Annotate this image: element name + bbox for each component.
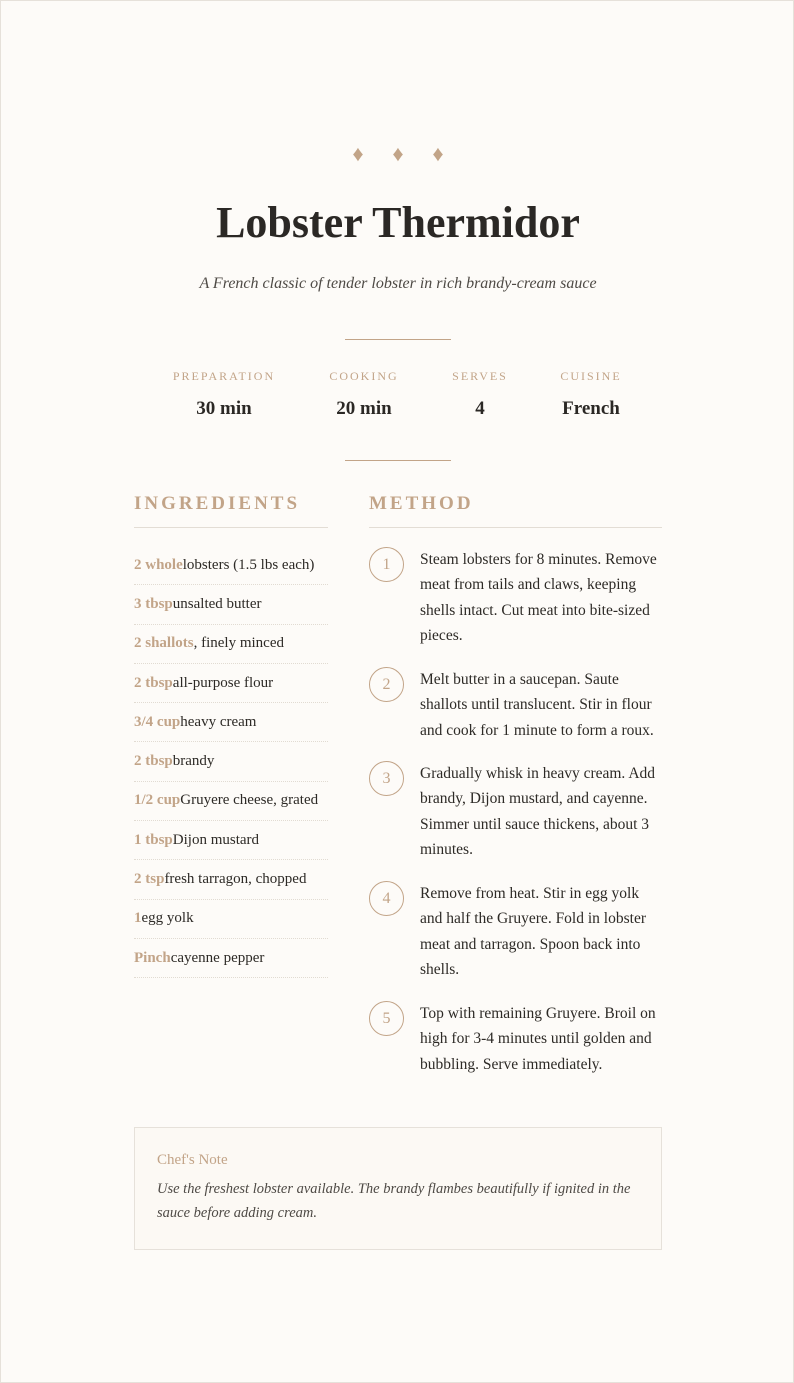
- meta-label: CUISINE: [560, 369, 622, 383]
- ingredients-heading: INGREDIENTS: [134, 493, 301, 514]
- ingredient-item: [134, 625, 328, 664]
- diamond-icon: ♦: [432, 141, 444, 166]
- ingredient-item: [134, 782, 328, 821]
- step-text: Steam lobsters for 8 minutes. Remove meat from tails and claws, keeping shells intact. Cut meat into bite-sized pieces.: [420, 551, 657, 644]
- ingredient-quantity: 3/4 cup: [134, 713, 181, 730]
- ingredient-list: [134, 546, 328, 978]
- note-title: Chef's Note: [157, 1152, 228, 1168]
- ingredient-quantity: 1: [134, 910, 142, 927]
- step-number: 5: [369, 1001, 404, 1036]
- divider: [345, 339, 451, 340]
- ingredient-item: [134, 703, 328, 742]
- ingredient-quantity: 2 tsp: [134, 871, 165, 888]
- step-text: Melt butter in a saucepan. Saute shallots until translucent. Stir in flour and cook for 1 minute to form a roux.: [420, 671, 654, 739]
- meta-preparation: [164, 369, 284, 420]
- recipe-subtitle: A French classic of tender lobster in rich brandy-cream sauce: [199, 275, 597, 292]
- meta-value: French: [562, 398, 620, 419]
- step-number: 1: [369, 547, 404, 582]
- ingredient-item: [134, 585, 328, 624]
- meta-serves: [435, 369, 525, 420]
- ingredient-quantity: 3 tbsp: [134, 595, 173, 612]
- step-text: Remove from heat. Stir in egg yolk and half the Gruyere. Fold in lobster meat and tarragon. Spoon back into shells.: [420, 885, 646, 978]
- meta-value: 20 min: [336, 398, 392, 419]
- ingredient-name: fresh tarragon, chopped: [164, 871, 307, 888]
- note-text: Use the freshest lobster available. The brandy flambes beautifully if ignited in the sauce before adding cream.: [157, 1181, 631, 1221]
- chefs-note: [134, 1127, 662, 1250]
- ingredient-quantity: 1 tbsp: [134, 831, 173, 848]
- ingredient-name: all-purpose flour: [172, 674, 274, 691]
- ingredient-name: Gruyere cheese, grated: [180, 792, 319, 809]
- step-number: 3: [369, 761, 404, 796]
- step-number: 4: [369, 881, 404, 916]
- meta-value: 30 min: [196, 398, 252, 419]
- meta-label: COOKING: [329, 369, 399, 383]
- recipe-title: Lobster Thermidor: [216, 198, 580, 247]
- ingredient-name: brandy: [172, 753, 215, 770]
- meta-cooking: [314, 369, 414, 420]
- ingredient-name: cayenne pepper: [170, 949, 265, 966]
- ingredient-quantity: 2 whole: [134, 556, 183, 573]
- ingredient-item: [134, 664, 328, 703]
- method-heading: METHOD: [369, 493, 474, 514]
- ingredient-quantity: 2 tbsp: [134, 674, 173, 691]
- ingredient-quantity: Pinch: [134, 949, 171, 966]
- ingredient-item: [134, 546, 328, 585]
- step-number: 2: [369, 667, 404, 702]
- ingredient-item: [134, 939, 328, 978]
- ingredient-name: Dijon mustard: [172, 831, 260, 848]
- ingredient-item: [134, 900, 328, 939]
- ingredient-item: [134, 742, 328, 781]
- heading-rule: [369, 527, 662, 528]
- ingredient-name: egg yolk: [141, 910, 194, 927]
- ingredient-item: [134, 860, 328, 899]
- ingredient-quantity: 1/2 cup: [134, 792, 181, 809]
- step-text: Gradually whisk in heavy cream. Add brandy, Dijon mustard, and cayenne. Simmer until sauce thickens, about 3 minutes.: [420, 765, 656, 858]
- ingredient-quantity: 2 tbsp: [134, 753, 173, 770]
- meta-label: SERVES: [452, 369, 508, 383]
- ingredient-name: heavy cream: [180, 713, 257, 730]
- ingredient-name: unsalted butter: [172, 595, 262, 612]
- heading-rule: [134, 527, 328, 528]
- ingredient-item: [134, 821, 328, 860]
- diamond-icon: ♦: [392, 141, 404, 166]
- ingredient-name: , finely minced: [193, 635, 284, 652]
- diamond-icon: ♦: [352, 141, 364, 166]
- meta-label: PREPARATION: [172, 369, 276, 383]
- diamond-ornament: [1, 141, 794, 167]
- meta-value: 4: [475, 398, 485, 419]
- divider: [345, 460, 451, 461]
- step-text: Top with remaining Gruyere. Broil on high for 3-4 minutes until golden and bubbling. Serve immediately.: [420, 1005, 656, 1073]
- ingredient-quantity: 2 shallots: [134, 635, 194, 652]
- meta-cuisine: [546, 369, 636, 420]
- ingredient-name: lobsters (1.5 lbs each): [182, 556, 315, 573]
